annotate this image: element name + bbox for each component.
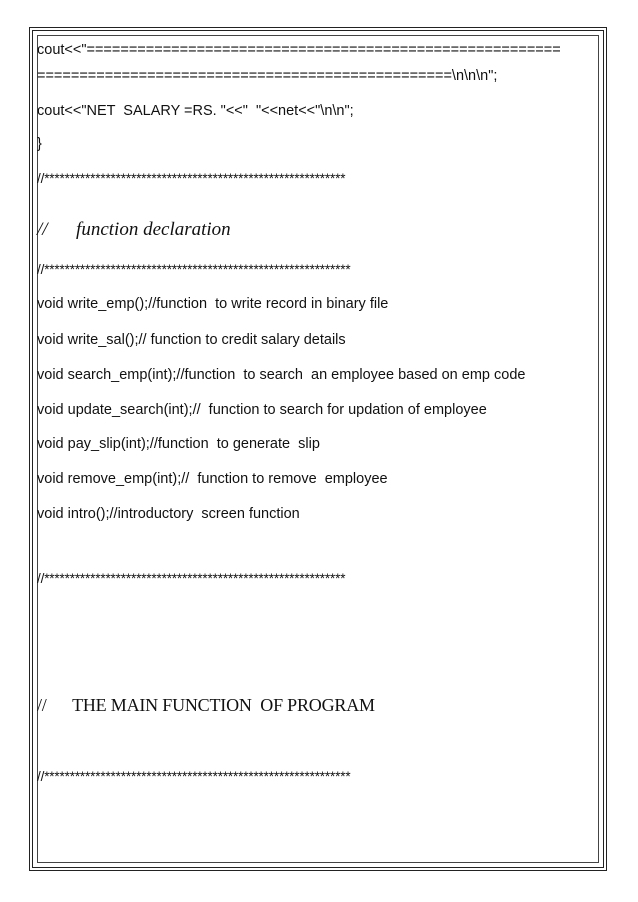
code-line-cout-separator-1: cout<<"======================================================== xyxy=(37,42,561,58)
comment-stars-divider-4: //************************************************************ xyxy=(37,769,351,784)
heading-function-declaration: // function declaration xyxy=(37,219,231,240)
comment-stars-divider-2: //************************************************************ xyxy=(37,262,351,277)
decl-pay-slip: void pay_slip(int);//function to generate slip xyxy=(37,436,320,452)
decl-write-emp: void write_emp();//function to write record in binary file xyxy=(37,296,389,312)
decl-intro: void intro();//introductory screen function xyxy=(37,506,300,522)
decl-search-emp: void search_emp(int);//function to search an employee based on emp code xyxy=(37,367,526,383)
code-line-net-salary: cout<<"NET SALARY =RS. "<<" "<<net<<"\n\n"; xyxy=(37,103,354,119)
decl-remove-emp: void remove_emp(int);// function to remove employee xyxy=(37,471,388,487)
decl-update-search: void update_search(int);// function to search for updation of employee xyxy=(37,402,487,418)
code-line-close-brace: } xyxy=(37,136,42,152)
comment-stars-divider-3: //*********************************************************** xyxy=(37,571,346,586)
code-line-cout-separator-2: =================================================\n\n\n"; xyxy=(37,68,498,84)
heading-main-function: // THE MAIN FUNCTION OF PROGRAM xyxy=(37,695,375,715)
decl-write-sal: void write_sal();// function to credit salary details xyxy=(37,332,346,348)
comment-stars-divider-1: //*********************************************************** xyxy=(37,171,346,186)
